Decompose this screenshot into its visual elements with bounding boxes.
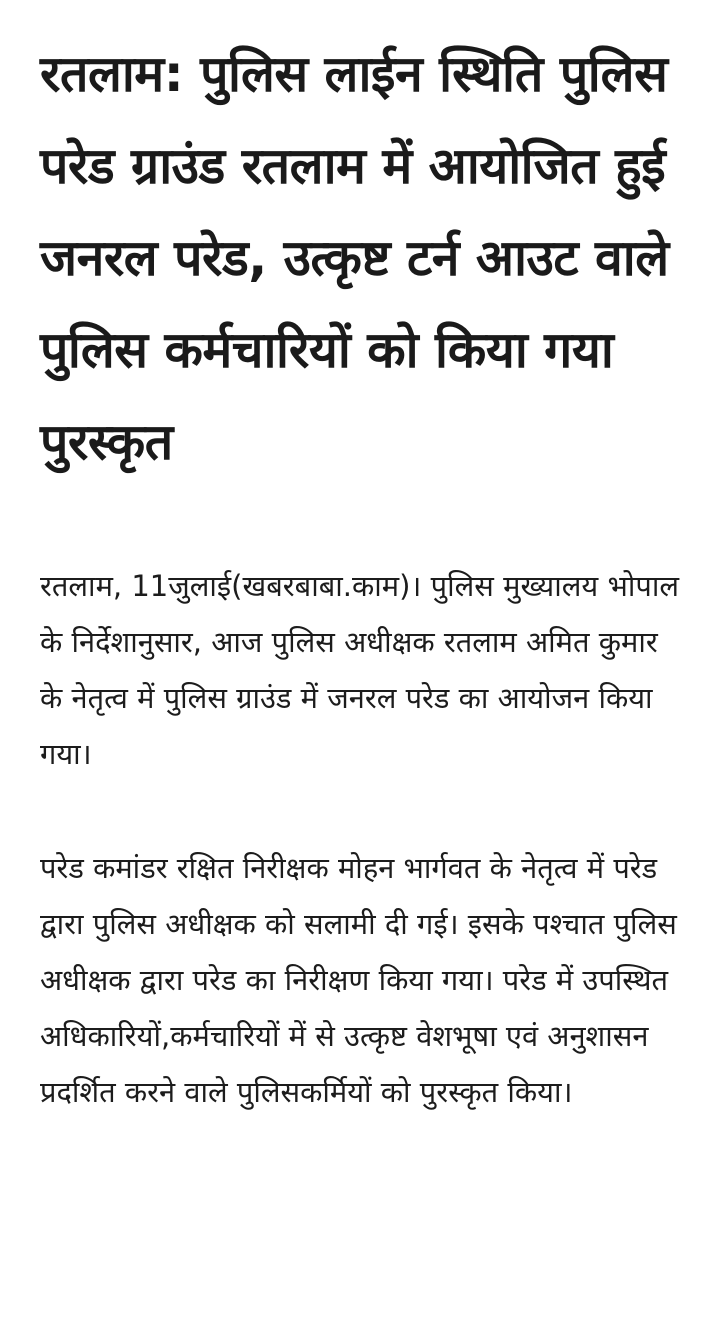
article-paragraph-1: रतलाम, 11जुलाई(खबरबाबा.काम)। पुलिस मुख्यालय भोपाल के निर्देशानुसार, आज पुलिस अधीक्षक रतलाम अमित कुमार के नेतृत्व में पुलिस ग्राउंड में जनरल परेड का आयोजन किया गया। — [40, 569, 679, 771]
article-headline: रतलाम: पुलिस लाईन स्थिति पुलिस परेड ग्राउंड रतलाम में आयोजित हुई जनरल परेड, उत्कृष्ट टर्न आउट वाले पुलिस कर्मचारियों को किया गया पुरस्कृत — [40, 45, 669, 471]
article-paragraph-2: परेड कमांडर रक्षित निरीक्षक मोहन भार्गवत के नेतृत्व में परेड द्वारा पुलिस अधीक्षक को सलामी दी गई। इसके पश्चात पुलिस अधीक्षक द्वारा परेड का निरीक्षण किया गया। परेड में उपस्थित अधिकारियों,कर्मचारियों में से उत्कृष्ट वेशभूषा एवं अनुशासन प्रदर्शित करने वाले पुलिसकर्मियों को पुरस्कृत किया। — [40, 851, 677, 1109]
